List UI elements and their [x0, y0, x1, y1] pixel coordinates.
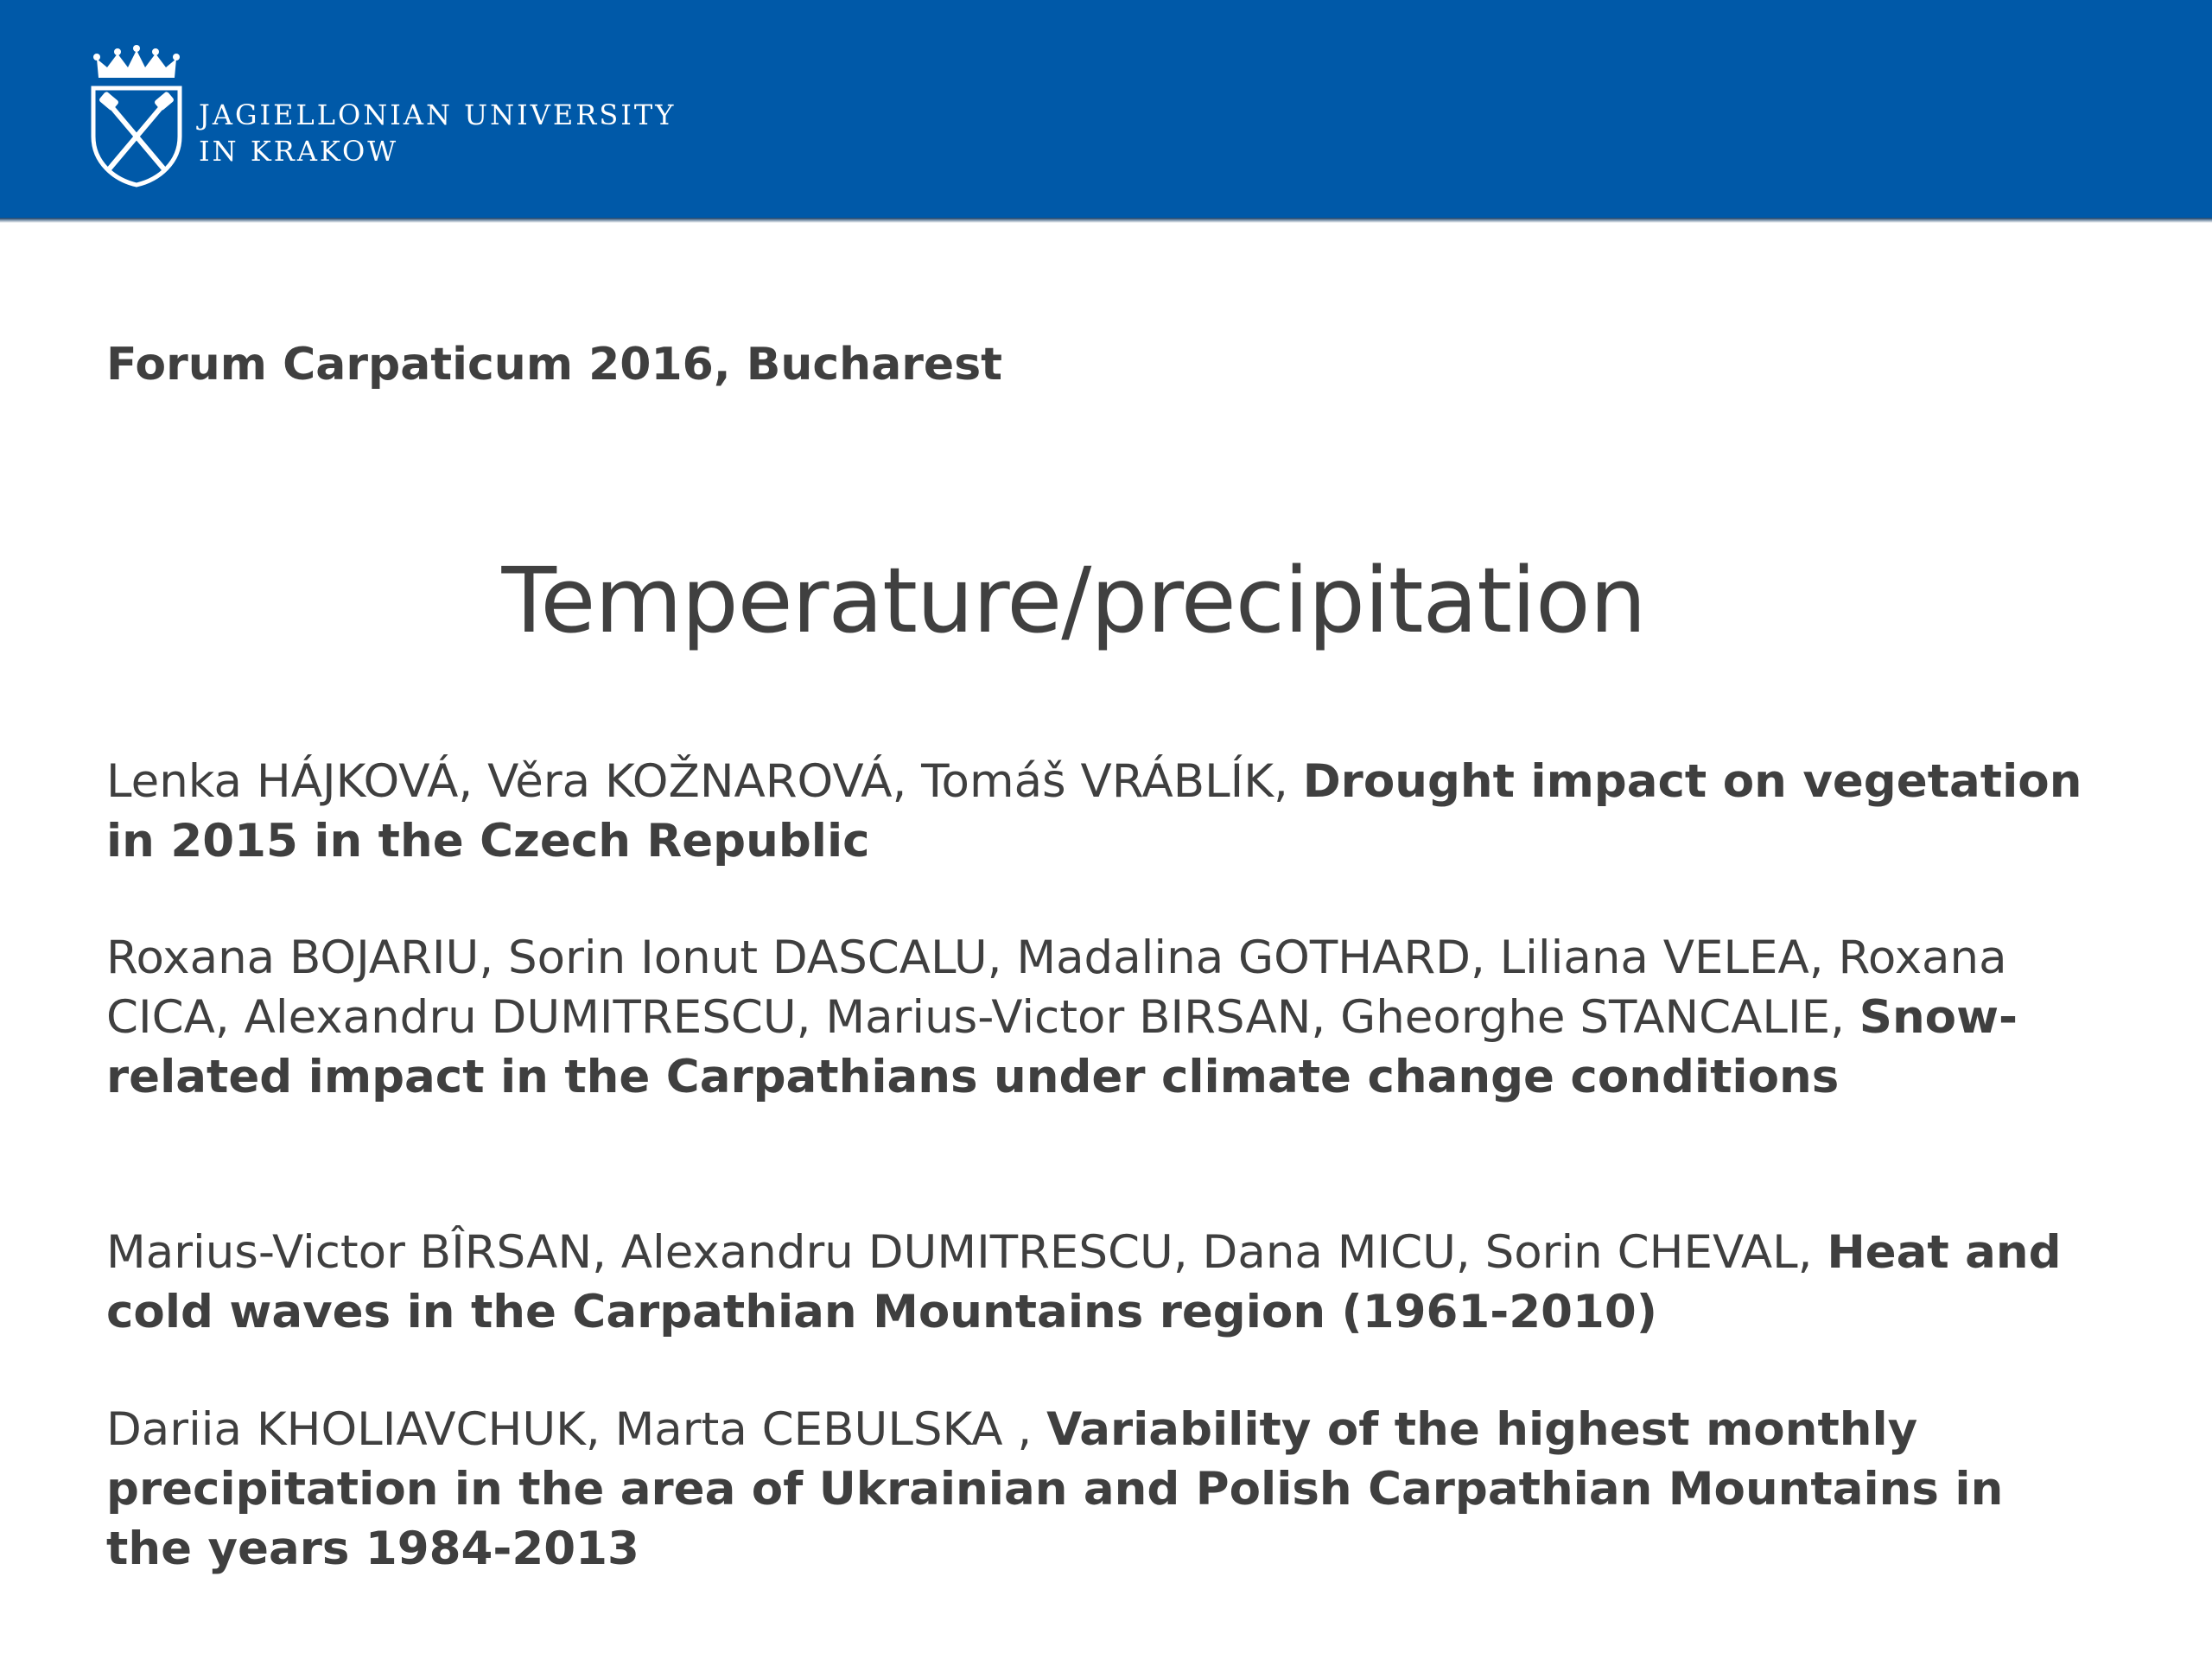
paper-title: Heat and cold waves in the Carpathian Mountains region (1961-2010): [106, 1226, 2062, 1338]
paper-title: Variability of the highest monthly precipitation in the area of Ukrainian and Polish Carpathian Mountains in the years 1984-2013: [106, 1403, 2004, 1575]
paper-title: Drought impact on vegetation in 2015 in the Czech Republic: [106, 755, 2082, 868]
university-name-line1: JAGIELLONIAN UNIVERSITY: [199, 99, 677, 131]
paper-entry: [106, 1223, 2094, 1342]
slide-title: Temperature/precipitation: [501, 548, 1646, 653]
paper-authors: Roxana BOJARIU, Sorin Ionut DASCALU, Madalina GOTHARD, Liliana VELEA, Roxana CICA, Alexandru DUMITRESCU, Marius-Victor BIRSAN, Gheorghe STANCALIE,: [106, 931, 2007, 1044]
paper-entry: [106, 752, 2094, 871]
paper-authors: Lenka HÁJKOVÁ, Věra KOŽNAROVÁ, Tomáš VRÁBLÍK,: [106, 755, 1303, 808]
paper-title: Snow-related impact in the Carpathians under climate change conditions: [106, 991, 2018, 1103]
paper-entry: [106, 928, 2094, 1107]
crest-crowned-shield-crossed-sceptres-icon: [86, 41, 187, 188]
event-name: Forum Carpaticum 2016, Bucharest: [106, 339, 1003, 391]
university-name: [199, 97, 676, 169]
paper-entry: [106, 1400, 2094, 1579]
paper-authors: Dariia KHOLIAVCHUK, Marta CEBULSKA ,: [106, 1403, 1047, 1456]
header-shadow: [0, 218, 2212, 223]
paper-authors: Marius-Victor BÎRSAN, Alexandru DUMITRESCU, Dana MICU, Sorin CHEVAL,: [106, 1226, 1827, 1279]
university-name-line2: IN KRAKOW: [199, 135, 399, 168]
